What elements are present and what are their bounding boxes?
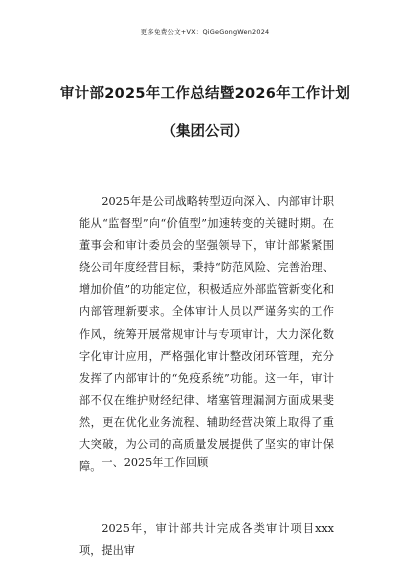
section-heading: 一、2025年工作回顾 — [101, 456, 209, 469]
document-title: 审计部2025年工作总结暨2026年工作计划 — [59, 86, 351, 102]
intro-paragraph: 2025年是公司战略转型迈向深入、内部审计职能从“监督型”向“价值型”加速转变的关键时期。在董事会和审计委员会的坚强领导下，审计部紧紧围绕公司年度经营目标，秉持“防范风险、完善治理、增加价值”的功能定位，积极适应外部监管新变化和内部管理新要求。全体审计人员以严谨务实的工作作风，统筹开展常规审计与专项审计，大力深化数字化审计应用，严格强化审计整改闭环管理，充分发挥了内部审计的“免疫系统”功能。这一年，审计部不仅在维护财经纪律、堵塞管理漏洞方面成果斐然，更在优化业务流程、辅助经营决策上取得了重大突破，为公司的高质量发展提供了坚实的审计保障。 — [79, 195, 334, 474]
document-subtitle: （集团公司） — [161, 124, 249, 140]
review-paragraph: 2025年，审计部共计完成各类审计项目xxx项，提出审 — [79, 522, 334, 558]
header-note: 更多免费公文+VX：QiGeGongWen2024 — [140, 28, 270, 36]
